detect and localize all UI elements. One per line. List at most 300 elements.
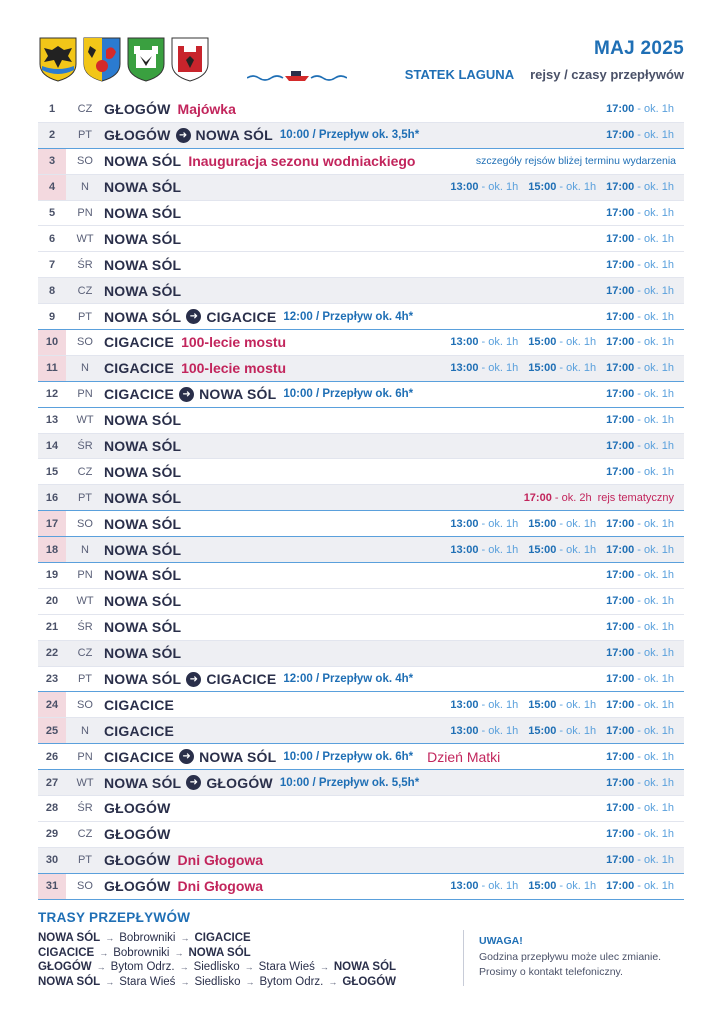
trip-description [104,464,181,480]
cruise-slot [450,362,518,374]
table-row [38,744,684,770]
day-of-week: ŚR [77,802,93,815]
table-row [38,718,684,744]
place-name: CIGACICE [104,748,175,765]
table-row [38,874,684,900]
transfer-info: 12:00 / Przepływ ok. 4h* [283,673,414,686]
table-row [38,485,684,511]
route-city: NOWA SÓL [188,946,251,959]
cruise-duration: - ok. 1h [634,880,674,893]
day-number: 31 [38,874,66,899]
cruise-duration: - ok. 1h [478,336,519,349]
routes-list [38,931,458,989]
cruise-slot [450,518,518,530]
warning-line-2: Prosimy o kontakt telefoniczny. [479,966,623,978]
table-row [38,848,684,874]
arrow-right-icon: → [244,962,254,972]
table-row [38,770,684,796]
cruise-slot [528,880,596,892]
cruise-start-time: 13:00 [450,880,479,893]
header [0,0,722,96]
event-name: 100-lecie mostu [181,334,287,351]
cruise-slot [450,336,518,348]
trip-description [104,671,413,687]
cruise-times [606,129,674,141]
day-number: 28 [45,802,59,815]
routes-section [38,910,458,989]
day-number: 16 [45,491,59,504]
cruise-slot [606,388,674,400]
cruise-slot [606,336,674,348]
cruise-start-time: 15:00 [528,362,557,375]
cruise-start-time: 13:00 [450,362,479,375]
cruise-start-time: 17:00 [606,621,635,634]
trip-description [104,800,171,816]
trip-description [104,205,181,221]
day-of-week: N [81,724,89,737]
route-city: CIGACICE [38,946,95,959]
arrow-right-icon: → [245,976,255,987]
place-name: NOWA SÓL [104,179,182,196]
table-row [38,123,684,149]
cruise-duration: - ok. 1h [634,258,674,271]
cruise-duration: - ok. 1h [634,802,674,815]
cruise-start-time: 17:00 [606,103,635,116]
trip-description [104,619,181,635]
cruise-times [450,518,674,530]
cruise-duration: - ok. 1h [556,517,597,530]
cruise-times [450,362,674,374]
place-name: GŁOGÓW [206,774,273,791]
arrow-right-icon: ➜ [186,672,201,687]
cruise-duration: - ok. 1h [634,181,674,194]
arrow-right-icon: ➜ [186,309,201,324]
cruise-times [606,673,674,685]
route-stop: Stara Wieś [258,961,315,973]
cruise-times [450,880,674,892]
place-name: NOWA SÓL [104,593,182,610]
cruise-slot [606,311,674,323]
table-row [38,667,684,693]
day-of-week: SO [77,517,93,530]
cruise-duration: - ok. 1h [634,724,674,737]
cruise-start-time: 17:00 [606,595,635,608]
day-of-week: PN [77,207,93,219]
cruise-times [606,388,674,400]
day-number: 23 [45,673,59,686]
cruise-times [524,492,674,504]
cruise-start-time: 17:00 [606,698,635,711]
cruise-start-time: 17:00 [606,854,635,867]
route-stop: Siedlisko [193,961,240,973]
day-number: 17 [38,511,66,536]
event-name: Inauguracja sezonu wodniackiego [188,153,416,170]
cruise-start-time: 17:00 [606,465,635,478]
cruise-times [450,181,674,193]
trip-description [104,283,181,299]
cruise-times [606,647,674,659]
route-stop: Bytom Odrz. [110,961,175,973]
cruise-slot [528,336,596,348]
place-name: NOWA SÓL [104,489,182,506]
cruise-slot [606,621,674,633]
trip-description [104,179,181,195]
cruise-duration: - ok. 1h [478,880,519,893]
place-name: NOWA SÓL [104,230,182,247]
day-of-week: CZ [77,647,93,660]
day-of-week: PT [77,491,93,504]
place-name: GŁOGÓW [104,800,171,817]
cruise-times [450,336,674,348]
day-number: 30 [45,854,59,867]
table-row [38,589,684,615]
cruise-times [450,699,674,711]
day-of-week: PN [77,388,93,401]
route-city: NOWA SÓL [38,932,101,944]
cruise-slot [606,880,674,892]
trip-description [104,334,286,350]
cruise-start-time: 15:00 [528,517,557,530]
trip-description [104,386,413,402]
cruise-slot [606,129,674,141]
place-name: NOWA SÓL [104,153,182,170]
cruise-duration: - ok. 1h [634,129,674,142]
warning-title: UWAGA! [479,935,523,947]
day-number: 8 [48,284,56,297]
transfer-info: 12:00 / Przepływ ok. 4h* [283,310,414,323]
day-of-week: CZ [77,828,93,841]
cruise-times [606,802,674,814]
trip-description [104,878,263,894]
table-row [38,278,684,304]
arrow-right-icon: → [96,962,106,972]
day-of-week: PN [77,750,93,763]
cruise-slot [528,362,596,374]
arrow-right-icon: → [180,976,190,987]
cruise-times [606,285,674,297]
place-name: CIGACICE [104,722,175,739]
cruise-duration: - ok. 1h [634,207,674,219]
cruise-times [606,259,674,271]
trip-description [104,567,181,583]
day-number: 29 [45,828,59,841]
table-row [38,692,684,718]
cruise-duration: - ok. 1h [556,543,597,556]
arrow-right-icon: → [174,947,184,958]
day-number: 6 [48,232,56,245]
cruise-start-time: 17:00 [606,414,635,427]
cruise-start-time: 17:00 [606,440,635,453]
trip-description [104,360,286,376]
cruise-slot [606,777,674,789]
cruise-duration: - ok. 1h [478,543,519,556]
transfer-info: 10:00 / Przepływ ok. 3,5h* [279,129,420,142]
day-of-week: PT [77,854,93,867]
cruise-duration: - ok. 1h [634,517,674,530]
cruise-slot [450,181,518,193]
event-name: Dni Głogowa [177,878,264,895]
table-row [38,201,684,227]
event-name: Majówka [177,101,236,118]
route-line [38,960,458,975]
cruise-start-time: 17:00 [523,491,552,504]
cruise-start-time: 15:00 [528,543,557,556]
table-row [38,459,684,485]
table-row [38,511,684,537]
routes-title: TRASY PRZEPŁYWÓW [38,910,191,925]
day-number: 3 [38,149,66,174]
cruise-slot [450,880,518,892]
trip-description [104,127,419,143]
arrow-right-icon: → [179,962,189,972]
day-number: 22 [45,647,59,660]
cruise-slot [450,544,518,556]
day-number: 27 [45,776,59,789]
arrow-right-icon: ➜ [176,128,191,143]
cruise-duration: - ok. 1h [634,569,674,582]
arrow-right-icon: → [105,976,115,987]
trip-description [104,775,419,791]
place-name: CIGACICE [104,334,175,351]
cruise-times [606,414,674,426]
cruise-slot [528,518,596,530]
cruise-times [606,233,674,245]
cruise-duration: - ok. 1h [634,543,674,556]
day-of-week: PT [77,310,93,323]
cruise-start-time: 13:00 [450,336,479,349]
cruise-duration: - ok. 1h [478,362,519,375]
day-of-week: SO [77,698,93,711]
day-number: 2 [48,129,56,142]
table-row [38,563,684,589]
trip-description [104,542,181,558]
event-name: 100-lecie mostu [181,360,287,377]
cruise-start-time: 17:00 [606,802,635,815]
cruise-times [606,777,674,789]
day-number: 11 [38,356,66,381]
cruise-start-time: 15:00 [528,336,557,349]
crest-split-icon [82,36,122,82]
place-name: NOWA SÓL [104,567,182,584]
table-row [38,330,684,356]
cruise-slot [606,233,674,245]
place-name: CIGACICE [206,671,277,688]
day-of-week: N [81,543,89,556]
cruise-start-time: 17:00 [606,181,635,194]
place-name: NOWA SÓL [104,412,182,429]
cruise-duration: - ok. 1h [634,621,674,634]
cruise-start-time: 17:00 [606,232,635,245]
day-of-week: SO [77,336,93,349]
divider [463,930,464,986]
cruise-slot [606,544,674,556]
cruise-slot [606,595,674,607]
table-row [38,434,684,460]
cruise-start-time: 17:00 [606,310,635,323]
cruise-slot [606,440,674,452]
trip-description [104,231,181,247]
cruise-theme: rejs tematyczny [597,491,674,504]
cruise-start-time: 17:00 [606,388,635,401]
cruise-duration: - ok. 1h [556,362,597,375]
arrow-right-icon: ➜ [186,775,201,790]
cruise-slot [606,181,674,193]
place-name: GŁOGÓW [104,101,171,118]
route-stop: Bobrowniki [113,946,170,959]
day-number: 14 [45,440,59,453]
place-name: CIGACICE [206,308,277,325]
cruise-duration: - ok. 1h [556,880,597,893]
cruise-slot [606,259,674,271]
cruise-duration: - ok. 1h [634,776,674,789]
cruise-start-time: 17:00 [606,673,635,686]
cruise-duration: - ok. 1h [634,595,674,608]
day-number: 19 [45,569,59,582]
cruise-times [606,569,674,581]
cruise-duration: - ok. 1h [634,465,674,478]
cruise-times [606,854,674,866]
table-row [38,304,684,330]
trip-description [104,101,236,117]
day-of-week: N [81,181,89,194]
place-name: NOWA SÓL [104,541,182,558]
cruise-slot [606,647,674,659]
cruise-duration: - ok. 1h [634,698,674,711]
route-stop: Bobrowniki [119,932,176,944]
day-number: 26 [45,750,59,763]
trip-description [104,309,413,325]
trip-description [104,516,181,532]
cruise-slot [606,569,674,581]
day-of-week: CZ [77,103,93,116]
day-of-week: SO [77,155,93,168]
cruise-times [606,207,674,219]
trip-description [104,438,181,454]
cruise-slot [606,725,674,737]
cruise-slot [606,414,674,426]
cruise-times [606,751,674,763]
cruise-duration: - ok. 1h [556,336,597,349]
trip-description [104,697,174,713]
place-name: NOWA SÓL [199,748,277,765]
place-name: GŁOGÓW [104,826,171,843]
cruise-duration: - ok. 1h [634,647,674,660]
cruise-times [450,544,674,556]
route-stop: Siedlisko [194,975,241,988]
crest-castle-icon [126,36,166,82]
trip-description [104,490,181,506]
transfer-info: 10:00 / Przepływ ok. 6h* [283,750,414,763]
day-number: 13 [45,414,59,427]
day-number: 10 [38,330,66,355]
day-number: 20 [45,595,59,608]
day-number: 25 [38,718,66,743]
event-name: Dni Głogowa [177,852,264,869]
cruise-times [606,595,674,607]
day-of-week: PN [77,569,93,582]
cruise-start-time: 13:00 [450,517,479,530]
place-name: CIGACICE [104,360,175,377]
day-of-week: CZ [77,284,93,297]
arrow-right-icon: → [180,933,190,943]
cruise-start-time: 15:00 [528,181,557,194]
cruise-times [606,621,674,633]
cruise-duration: - ok. 1h [634,750,674,763]
cruise-slot [606,207,674,219]
cruise-start-time: 17:00 [606,647,635,660]
place-name: NOWA SÓL [104,256,182,273]
cruise-slot [606,673,674,685]
place-name: GŁOGÓW [104,852,171,869]
cruise-slot [606,362,674,374]
cruise-times [606,311,674,323]
event-note: szczegóły rejsów bliżej terminu wydarzenia [475,155,676,168]
day-number: 24 [38,692,66,717]
cruise-times [606,466,674,478]
place-name: CIGACICE [104,696,175,713]
schedule-subtitle [405,67,684,82]
cruise-start-time: 17:00 [606,207,635,219]
cruise-start-time: 13:00 [450,543,479,556]
cruise-slot [606,103,674,115]
cruise-start-time: 17:00 [606,129,635,142]
cruise-duration: - ok. 1h [556,724,597,737]
cruise-start-time: 15:00 [528,724,557,737]
cruise-duration: - ok. 1h [634,336,674,349]
cruise-duration: - ok. 1h [634,854,674,867]
place-name: GŁOGÓW [104,878,171,895]
arrow-right-icon: → [105,933,115,943]
place-name: NOWA SÓL [104,774,182,791]
cruise-times [606,103,674,115]
place-name: NOWA SÓL [104,282,182,299]
cruise-start-time: 17:00 [606,362,635,375]
place-name: CIGACICE [104,386,175,403]
trip-description [104,852,263,868]
table-row [38,822,684,848]
cruise-start-time: 17:00 [606,569,635,582]
route-city: GŁOGÓW [38,961,92,973]
cruise-duration: - ok. 1h [478,724,519,737]
cruise-duration: - ok. 1h [478,181,519,194]
table-row [38,226,684,252]
cruise-slot [528,544,596,556]
warning-line-1: Godzina przepływu może ulec zmianie. [479,950,662,963]
table-row [38,97,684,123]
day-of-week: WT [76,776,94,789]
trip-description [104,593,181,609]
cruise-slot [606,828,674,840]
crest-gate-icon [170,36,210,82]
table-row [38,615,684,641]
cruise-duration: - ok. 1h [556,698,597,711]
day-of-week: WT [76,232,94,245]
crest-eagle-icon [38,36,78,82]
day-of-week: CZ [77,465,93,478]
schedule-description: rejsy / czasy przepływów [530,67,684,82]
route-line [38,975,458,990]
day-of-week: SO [77,880,93,893]
cruise-duration: - ok. 1h [478,517,519,530]
trip-description [104,826,171,842]
route-stop: Bytom Odrz. [259,975,324,988]
cruise-start-time: 17:00 [606,543,635,556]
cruise-slot [606,466,674,478]
cruise-slot [606,854,674,866]
day-of-week: PT [77,129,93,142]
cruise-start-time: 15:00 [528,880,557,893]
cruise-start-time: 17:00 [606,258,635,271]
